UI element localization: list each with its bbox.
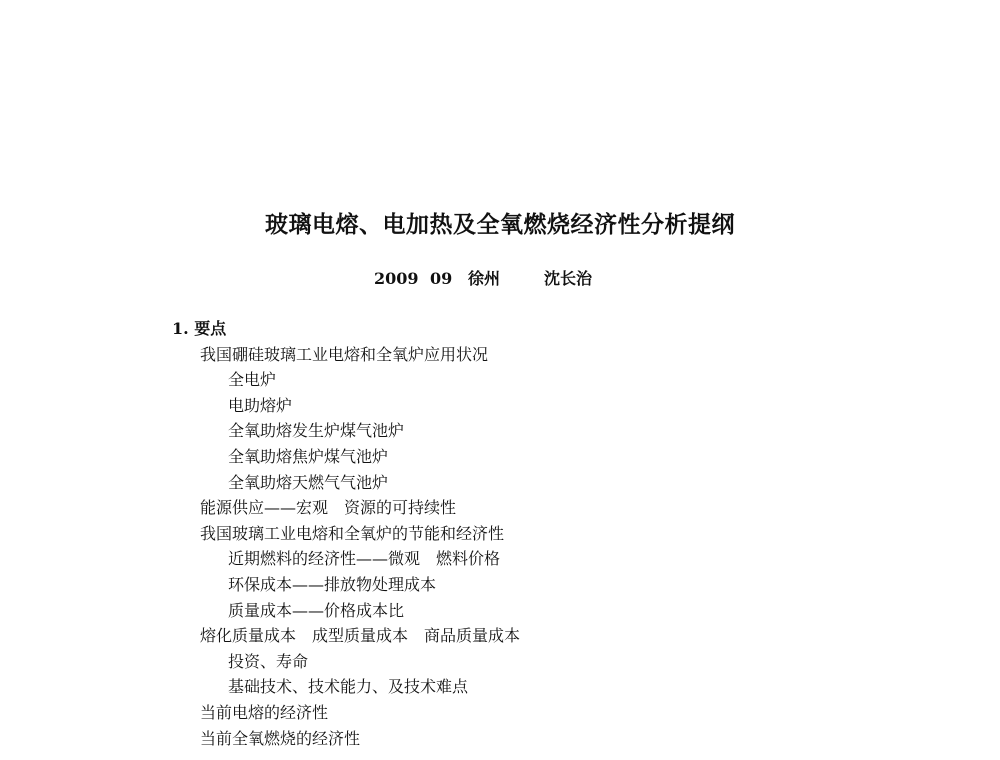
byline-month: 09 — [430, 269, 453, 288]
outline-item: 能源供应——宏观 资源的可持续性 — [200, 498, 457, 518]
byline — [374, 266, 592, 289]
outline-item: 全氧助熔发生炉煤气池炉 — [228, 421, 405, 441]
document-title: 玻璃电熔、电加热及全氧燃烧经济性分析提纲 — [265, 211, 735, 238]
outline-item: 熔化质量成本 成型质量成本 商品质量成本 — [200, 626, 521, 646]
outline-item: 我国玻璃工业电熔和全氧炉的节能和经济性 — [200, 523, 505, 543]
outline-item: 投资、寿命 — [228, 651, 309, 671]
outline-item: 基础技术、技术能力、及技术难点 — [228, 677, 469, 697]
outline-item: 全氧助熔天燃气气池炉 — [228, 472, 389, 492]
outline-item: 全电炉 — [228, 370, 277, 390]
outline-item: 当前全氧燃烧的经济性 — [200, 728, 361, 748]
outline-item: 全氧助熔焦炉煤气池炉 — [228, 446, 389, 466]
outline-item: 近期燃料的经济性——微观 燃料价格 — [228, 549, 501, 569]
outline-heading: 1. 要点 — [172, 319, 227, 338]
outline-item: 质量成本——价格成本比 — [228, 600, 405, 620]
byline-author: 沈长治 — [544, 269, 593, 288]
outline-list — [172, 316, 520, 751]
outline-item: 当前电熔的经济性 — [200, 702, 329, 722]
outline-item: 我国硼硅玻璃工业电熔和全氧炉应用状况 — [200, 344, 489, 364]
byline-city: 徐州 — [468, 269, 501, 288]
outline-item: 环保成本——排放物处理成本 — [228, 574, 437, 594]
outline-item: 电助熔炉 — [228, 395, 293, 415]
byline-year: 2009 — [374, 269, 419, 288]
